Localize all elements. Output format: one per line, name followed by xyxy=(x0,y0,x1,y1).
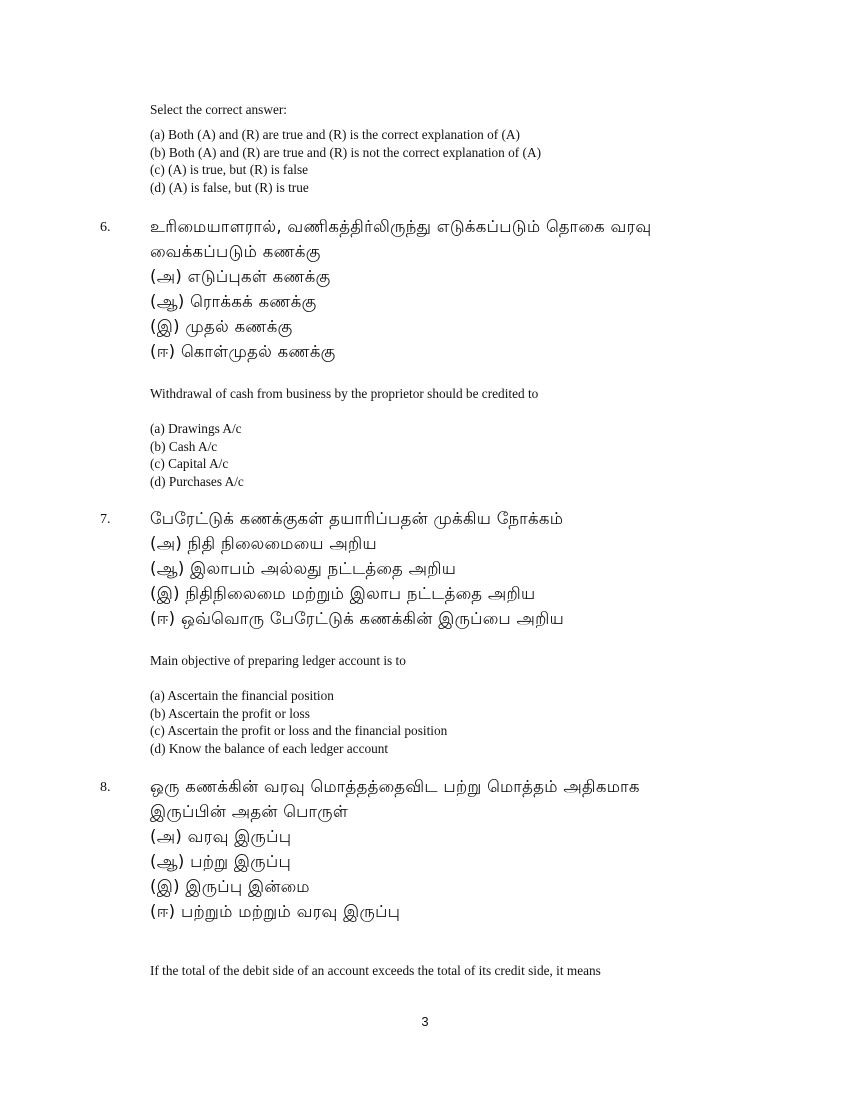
q6-option-d: (d) Purchases A/c xyxy=(150,473,244,489)
q6-number: 6. xyxy=(100,220,111,235)
q5-prompt: Select the correct answer: xyxy=(150,102,287,117)
q8-tamil-option-3: (இ) இருப்பு இன்மை xyxy=(150,877,310,896)
q6-english-question: Withdrawal of cash from business by the proprietor should be credited to xyxy=(150,386,539,401)
page-number: 3 xyxy=(421,1014,429,1029)
q5-option-c: (c) (A) is true, but (R) is false xyxy=(150,162,309,177)
q6-tamil-block xyxy=(150,214,651,364)
q7-tamil-option-2: (ஆ) இலாபம் அல்லது நட்டத்தை அறிய xyxy=(150,559,457,578)
q8-tamil-question-line2: இருப்பின் அதன் பொருள் xyxy=(150,802,349,821)
q7-option-a: (a) Ascertain the financial position xyxy=(150,688,334,703)
q6-option-b: (b) Cash A/c xyxy=(150,438,218,454)
q7-option-b: (b) Ascertain the profit or loss xyxy=(150,705,310,721)
q7-english-question: Main objective of preparing ledger account is to xyxy=(150,653,406,668)
q7-tamil-block xyxy=(150,506,564,631)
q7-option-d: (d) Know the balance of each ledger account xyxy=(150,740,389,756)
q6-tamil-option-4: (ஈ) கொள்முதல் கணக்கு xyxy=(150,342,336,361)
q8-tamil-option-1: (அ) வரவு இருப்பு xyxy=(150,827,292,846)
q7-tamil-option-1: (அ) நிதி நிலைமையை அறிய xyxy=(150,534,377,553)
q6-option-a: (a) Drawings A/c xyxy=(150,421,242,436)
q6-tamil-option-3: (இ) முதல் கணக்கு xyxy=(150,317,293,336)
q5-option-a: (a) Both (A) and (R) are true and (R) is the correct explanation of (A) xyxy=(150,127,520,142)
q8-tamil-block xyxy=(150,774,640,924)
q6-tamil-question-line2: வைக்கப்படும் கணக்கு xyxy=(150,242,321,261)
q7-tamil-option-4: (ஈ) ஒவ்வொரு பேரேட்டுக் கணக்கின் இருப்பை அறிய xyxy=(150,609,565,628)
q6-tamil-option-2: (ஆ) ரொக்கக் கணக்கு xyxy=(150,292,317,311)
q5-option-d: (d) (A) is false, but (R) is true xyxy=(150,179,309,195)
q5-option-b: (b) Both (A) and (R) are true and (R) is not the correct explanation of (A) xyxy=(150,144,542,160)
q7-english-options xyxy=(150,687,447,757)
q7-option-c: (c) Ascertain the profit or loss and the financial position xyxy=(150,723,448,738)
q8-tamil-option-4: (ஈ) பற்றும் மற்றும் வரவு இருப்பு xyxy=(150,902,401,921)
q8-english-question: If the total of the debit side of an account exceeds the total of its credit side, it means xyxy=(150,963,601,978)
q8-tamil-question-line1: ஒரு கணக்கின் வரவு மொத்தத்தைவிட பற்று மொத்தம் அதிகமாக xyxy=(150,777,640,796)
q6-english-options xyxy=(150,420,244,490)
q7-number: 7. xyxy=(100,512,111,527)
q6-tamil-question-line1: உரிமையாளரால், வணிகத்திர்லிருந்து எடுக்கப்படும் தொகை வரவு xyxy=(150,217,652,236)
q7-tamil-option-3: (இ) நிதிநிலைமை மற்றும் இலாப நட்டத்தை அறிய xyxy=(150,584,536,603)
q5-options xyxy=(150,126,541,196)
q7-tamil-question-line1: பேரேட்டுக் கணக்குகள் தயாரிப்பதன் முக்கிய நோக்கம் xyxy=(150,509,564,528)
q8-tamil-option-2: (ஆ) பற்று இருப்பு xyxy=(150,852,292,871)
q6-tamil-option-1: (அ) எடுப்புகள் கணக்கு xyxy=(150,267,331,286)
q6-option-c: (c) Capital A/c xyxy=(150,456,229,471)
q8-number: 8. xyxy=(100,780,111,795)
